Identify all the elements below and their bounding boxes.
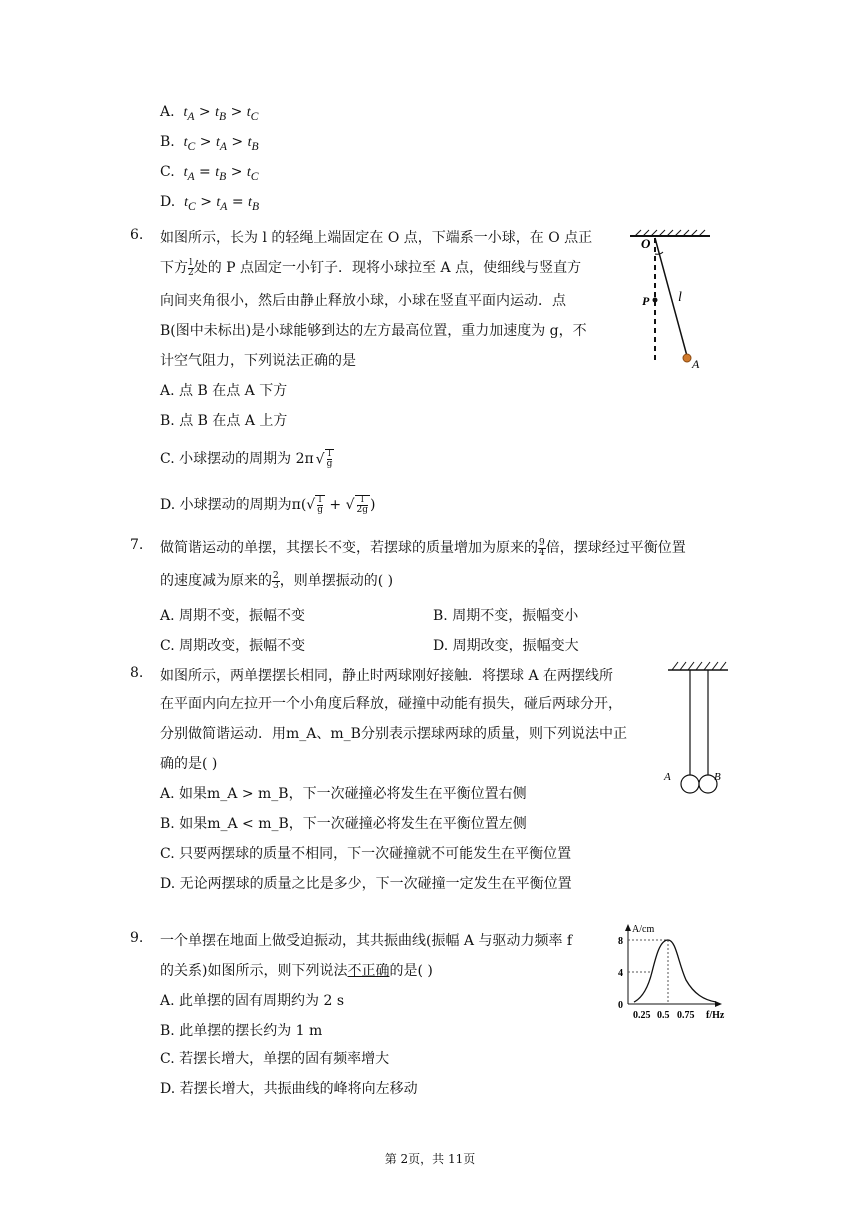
q6-line4: B(图中未标出)是小球能够到达的左方最高位置，重力加速度为 g，不 [160, 323, 587, 339]
q9-ytick-0: 0 [618, 1000, 623, 1011]
q9-line1: 一个单摆在地面上做受迫振动，其共振曲线(振幅 A 与驱动力频率 f [160, 933, 573, 949]
q9-ytick-8: 8 [618, 936, 623, 947]
q6-option-c: C. 小球摆动的周期为 2π √ $\frac{l}{g}$ [160, 449, 333, 469]
q9-ytick-4: 4 [618, 968, 623, 979]
q6-line5: 计空气阻力，下列说法正确的是 [160, 353, 356, 369]
q5-option-d: D. $t_C > t_A = t_B$ [160, 194, 260, 213]
q9-line2: 的关系)如图所示，则下列说法不正确的是( ) [160, 963, 433, 979]
q8-option-b: B. 如果m_A < m_B，下一次碰撞必将发生在平衡位置左侧 [160, 816, 527, 832]
q6-number: 6. [130, 227, 144, 243]
q8-option-a: A. 如果m_A > m_B，下一次碰撞必将发生在平衡位置右侧 [160, 786, 527, 802]
q6-fig-label-p: P [642, 294, 650, 308]
q9-option-a: A. 此单摆的固有周期约为 2 s [160, 993, 345, 1009]
q8-option-c: C. 只要两摆球的质量不相同，下一次碰撞就不可能发生在平衡位置 [160, 846, 572, 862]
q9-xtick-025: 0.25 [633, 1010, 651, 1021]
page-footer: 第 2页，共 11页 [384, 1152, 476, 1166]
q6-fig-label-l: l [678, 290, 682, 305]
q7-number: 7. [130, 537, 144, 553]
q8-option-d: D. 无论两摆球的质量之比是多少，下一次碰撞一定发生在平衡位置 [160, 876, 572, 892]
q9-option-b: B. 此单摆的摆长约为 1 m [160, 1023, 323, 1039]
q9-xtick-05: 0.5 [657, 1010, 670, 1021]
q6-fig-label-a: A [692, 357, 700, 371]
q7-option-c: C. 周期改变，振幅不变 [160, 638, 306, 654]
q9-chart-ylabel: A/cm [632, 924, 655, 935]
q8-number: 8. [130, 665, 144, 681]
q8-line1: 如图所示，两单摆摆长相同，静止时两球刚好接触．将摆球 A 在两摆线所 [160, 668, 614, 684]
q6-pendulum-figure [625, 228, 715, 373]
q5-option-c: C. $t_A = t_B > t_C$ [160, 164, 259, 183]
q7-option-d: D. 周期改变，振幅变大 [433, 638, 579, 654]
q9-number: 9. [130, 930, 144, 946]
q8-fig-label-a: A [664, 771, 671, 783]
q9-resonance-chart [612, 922, 737, 1022]
q8-line4: 确的是( ) [160, 756, 218, 772]
q5-option-b: B. $t_C > t_A > t_B$ [160, 134, 259, 153]
q6-line1: 如图所示，长为 l 的轻绳上端固定在 O 点，下端系一小球，在 O 点正 [160, 230, 593, 246]
q6-line2: 下方 $\frac{l}{2}$ 处的 P 点固定一小钉子．现将小球拉至 A 点，使细线与竖直方 [160, 257, 582, 278]
q7-line1: 做简谐运动的单摆，其摆长不变，若摆球的质量增加为原来的 $\frac{9}{4}$ 倍，摆球经过平衡位置 [160, 537, 686, 558]
q9-chart-xlabel: f/Hz [706, 1010, 725, 1021]
q9-option-d: D. 若摆长增大，共振曲线的峰将向左移动 [160, 1081, 418, 1097]
q6-option-d: D. 小球摆动的周期为π(√ $\frac{l}{g}$ + √ $\frac{l}{2g}$ ) [160, 494, 376, 515]
q5-option-a: A. $t_A > t_B > t_C$ [160, 104, 259, 123]
q6-line3: 向间夹角很小，然后由静止释放小球，小球在竖直平面内运动．点 [160, 293, 566, 309]
q8-fig-label-b: B [714, 771, 721, 783]
q8-line3: 分别做简谐运动．用m_A、m_B分别表示摆球两球的质量，则下列说法中正 [160, 726, 627, 742]
q6-fig-label-o: O [641, 236, 651, 251]
q8-double-pendulum-figure [660, 658, 732, 800]
q7-option-b: B. 周期不变，振幅变小 [433, 608, 579, 624]
q8-line2: 在平面内向左拉开一个小角度后释放，碰撞中动能有损失，碰后两球分开， [160, 696, 622, 712]
q9-option-c: C. 若摆长增大，单摆的固有频率增大 [160, 1051, 390, 1067]
q7-option-a: A. 周期不变，振幅不变 [160, 608, 306, 624]
q6-option-a: A. 点 B 在点 A 下方 [160, 383, 288, 399]
q7-line2: 的速度减为原来的 $\frac{2}{3}$ ，则单摆振动的( ) [160, 570, 394, 591]
q9-xtick-075: 0.75 [677, 1010, 695, 1021]
q6-option-b: B. 点 B 在点 A 上方 [160, 413, 288, 429]
